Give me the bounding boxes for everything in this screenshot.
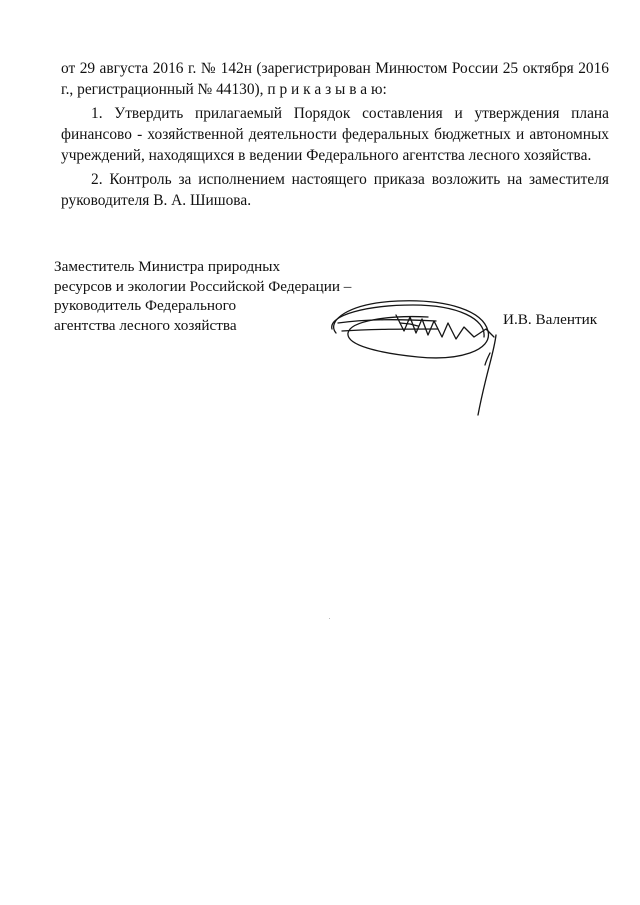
intro-text: от 29 августа 2016 г. № 142н (зарегистрирован Минюстом России 25 октября 2016 г., регистрационный № 44130), п р и к а з ы в а ю: (61, 60, 609, 98)
scan-speck (329, 618, 330, 619)
handwritten-signature (318, 293, 508, 418)
signer-name: И.В. Валентик (503, 311, 598, 328)
signer-title-line: агентства лесного хозяйства (54, 316, 237, 334)
signer-title-line: Заместитель Министра природных (54, 258, 281, 275)
signer-title-line: ресурсов и экологии Российской Федерации – (54, 277, 352, 295)
order-item-1: 1. Утвердить прилагаемый Порядок составления и утверждения плана финансово - хозяйственной деятельности федеральных бюджетных и автономных учреждений, находящихся в ведении Федерального агентства лесного хозяйства. (61, 105, 609, 164)
order-body (61, 58, 609, 214)
signer-title-line: руководитель Федерального (54, 297, 237, 314)
order-item-2: 2. Контроль за исполнением настоящего приказа возложить на заместителя руководителя В. А. Шишова. (61, 171, 609, 209)
